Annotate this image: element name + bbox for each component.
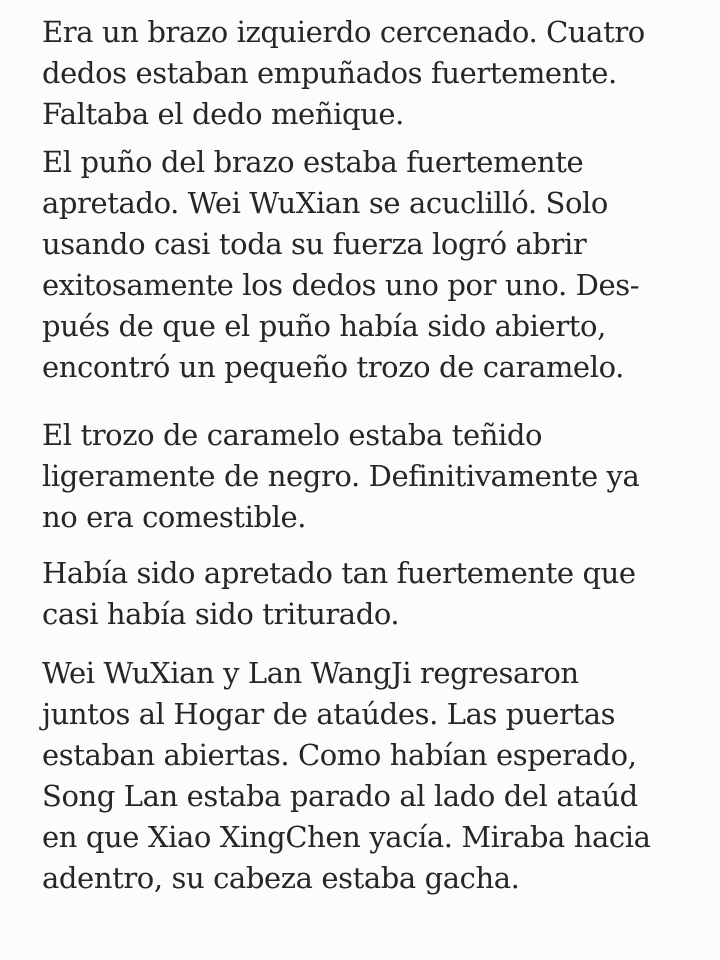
paragraph: El trozo de caramelo estaba teñido ligeramente de negro. Definitivamente ya no era comestible.: [42, 418, 640, 534]
book-text-block: [42, 12, 682, 899]
paragraph: Wei WuXian y Lan WangJi regresaron juntos al Hogar de ataúdes. Las puertas estaban abiertas. Como habían esperado, Song Lan estaba parado al lado del ataúd en que Xiao XingChen yacía. Miraba hacia adentro, su cabeza estaba gacha.: [42, 656, 651, 895]
paragraph: Había sido apretado tan fuertemente que casi había sido triturado.: [42, 556, 636, 631]
paragraph: El puño del brazo estaba fuertemente apretado. Wei WuXian se acuclilló. Solo usando casi toda su fuerza logró abrir exitosamente los dedos uno por uno. Después de que el puño había sido abierto, encontró un pequeño trozo de caramelo.: [42, 145, 640, 384]
paragraph: Era un brazo izquierdo cercenado. Cuatro dedos estaban empuñados fuertemente. Faltaba el dedo meñique.: [42, 15, 645, 131]
